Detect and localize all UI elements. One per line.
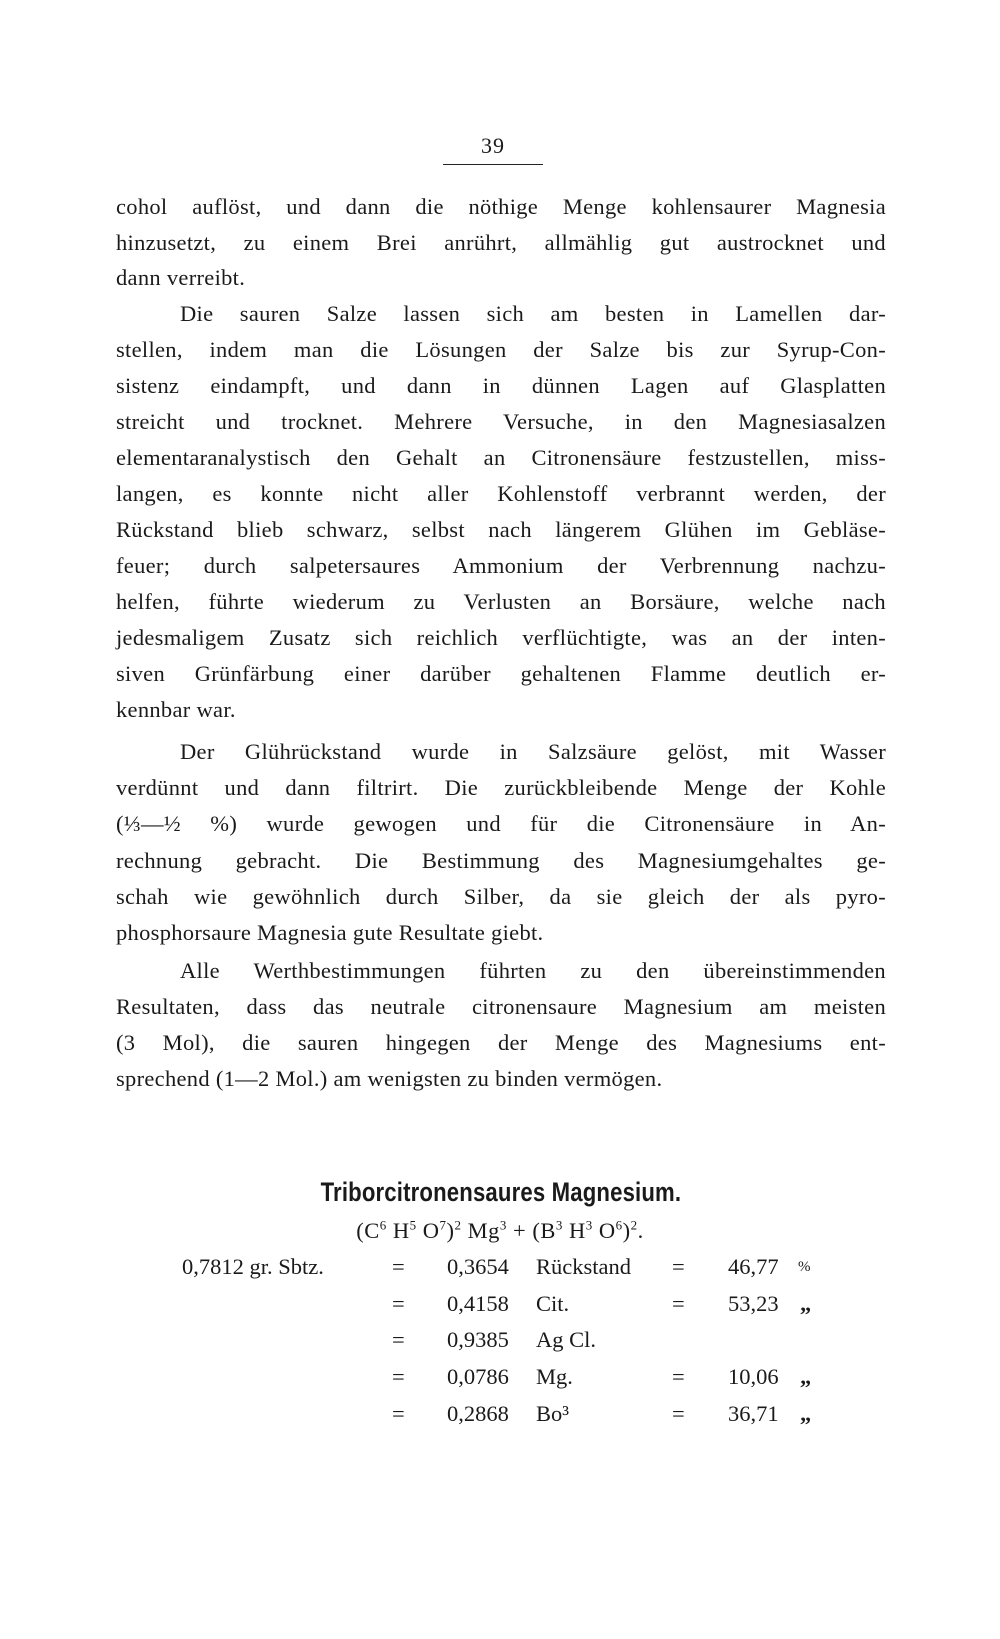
text-line: (3 Mol), die sauren hingegen der Menge des Magnesiums ent-	[116, 1030, 886, 1055]
equals-sign: =	[392, 1254, 405, 1279]
percent-unit: %	[798, 1259, 811, 1275]
substance: Bo³	[536, 1401, 570, 1426]
percent-value: 53,23	[728, 1291, 779, 1316]
analysis-row	[0, 1399, 1000, 1435]
percent-value: 10,06	[728, 1364, 779, 1389]
text-line: Die sauren Salze lassen sich am besten in Lamellen dar-	[180, 301, 886, 326]
percent-value: 46,77	[728, 1254, 779, 1279]
text-line: elementaranalystisch den Gehalt an Citronensäure festzustellen, miss-	[116, 445, 886, 470]
text-line: jedesmaligem Zusatz sich reichlich verflüchtigte, was an der inten-	[116, 625, 886, 650]
percent-value: 36,71	[728, 1401, 779, 1426]
substance: Cit.	[536, 1291, 570, 1316]
equals-sign: =	[672, 1401, 685, 1426]
amount: 0,4158	[447, 1291, 509, 1316]
text-line: rechnung gebracht. Die Bestimmung des Magnesiumgehaltes ge-	[116, 848, 886, 873]
substance: Rückstand	[536, 1254, 631, 1279]
text-line: sistenz eindampft, und dann in dünnen Lagen auf Glasplatten	[116, 373, 886, 398]
text-line: cohol auflöst, und dann die nöthige Menge kohlensaurer Magnesia	[116, 194, 886, 219]
text-line: phosphorsaure Magnesia gute Resultate giebt.	[116, 920, 544, 945]
amount: 0,0786	[447, 1364, 509, 1389]
text-line: Rückstand blieb schwarz, selbst nach längerem Glühen im Gebläse-	[116, 517, 886, 542]
equals-sign: =	[392, 1364, 405, 1389]
equals-sign: =	[672, 1291, 685, 1316]
amount: 0,9385	[447, 1327, 509, 1352]
text-line: stellen, indem man die Lösungen der Salze bis zur Syrup-Con-	[116, 337, 886, 362]
equals-sign: =	[672, 1364, 685, 1389]
equals-sign: =	[392, 1401, 405, 1426]
equals-sign: =	[672, 1254, 685, 1279]
text-line: siven Grünfärbung einer darüber gehaltenen Flamme deutlich er-	[116, 661, 886, 686]
analysis-row	[0, 1252, 1000, 1288]
equals-sign: =	[392, 1291, 405, 1316]
ditto-mark: „	[800, 1401, 812, 1426]
page-number-rule	[443, 164, 543, 165]
ditto-mark: „	[800, 1364, 812, 1389]
analysis-row	[0, 1325, 1000, 1361]
chemical-formula: ($C^6$ $H^5$ $O^7)^2$ $Mg^3 + (B^3$ $H^3$ $O^6)^2$.	[356, 1217, 644, 1243]
text-line: sprechend (1—2 Mol.) am wenigsten zu binden vermögen.	[116, 1066, 663, 1091]
text-line: kennbar war.	[116, 697, 236, 722]
ditto-mark: „	[800, 1291, 812, 1316]
substance: Mg.	[536, 1364, 573, 1389]
sample-weight: 0,7812 gr. Sbtz.	[182, 1254, 324, 1279]
analysis-row	[0, 1362, 1000, 1398]
text-line: Alle Werthbestimmungen führten zu den übereinstimmenden	[180, 958, 886, 983]
page-number: 39	[481, 133, 505, 158]
text-line: feuer; durch salpetersaures Ammonium der Verbrennung nachzu-	[116, 553, 886, 578]
text-line: Der Glührückstand wurde in Salzsäure gelöst, mit Wasser	[180, 739, 886, 764]
equals-sign: =	[392, 1327, 405, 1352]
analysis-row	[0, 1289, 1000, 1325]
text-line: Resultaten, dass das neutrale citronensaure Magnesium am meisten	[116, 994, 886, 1019]
section-heading: Triborcitronensaures Magnesium.	[320, 1177, 682, 1207]
text-line: langen, es konnte nicht aller Kohlenstoff verbrannt werden, der	[116, 481, 886, 506]
text-line: (⅓—½ %) wurde gewogen und für die Citronensäure in An-	[116, 811, 886, 836]
text-line: hinzusetzt, zu einem Brei anrührt, allmählig gut austrocknet und	[116, 230, 886, 255]
text-line: helfen, führte wiederum zu Verlusten an Borsäure, welche nach	[116, 589, 886, 614]
amount: 0,2868	[447, 1401, 509, 1426]
text-line: schah wie gewöhnlich durch Silber, da sie gleich der als pyro-	[116, 884, 886, 909]
text-line: verdünnt und dann filtrirt. Die zurückbleibende Menge der Kohle	[116, 775, 886, 800]
substance: Ag Cl.	[536, 1327, 597, 1352]
text-line: dann verreibt.	[116, 265, 246, 290]
amount: 0,3654	[447, 1254, 509, 1279]
text-line: streicht und trocknet. Mehrere Versuche, in den Magnesiasalzen	[116, 409, 886, 434]
